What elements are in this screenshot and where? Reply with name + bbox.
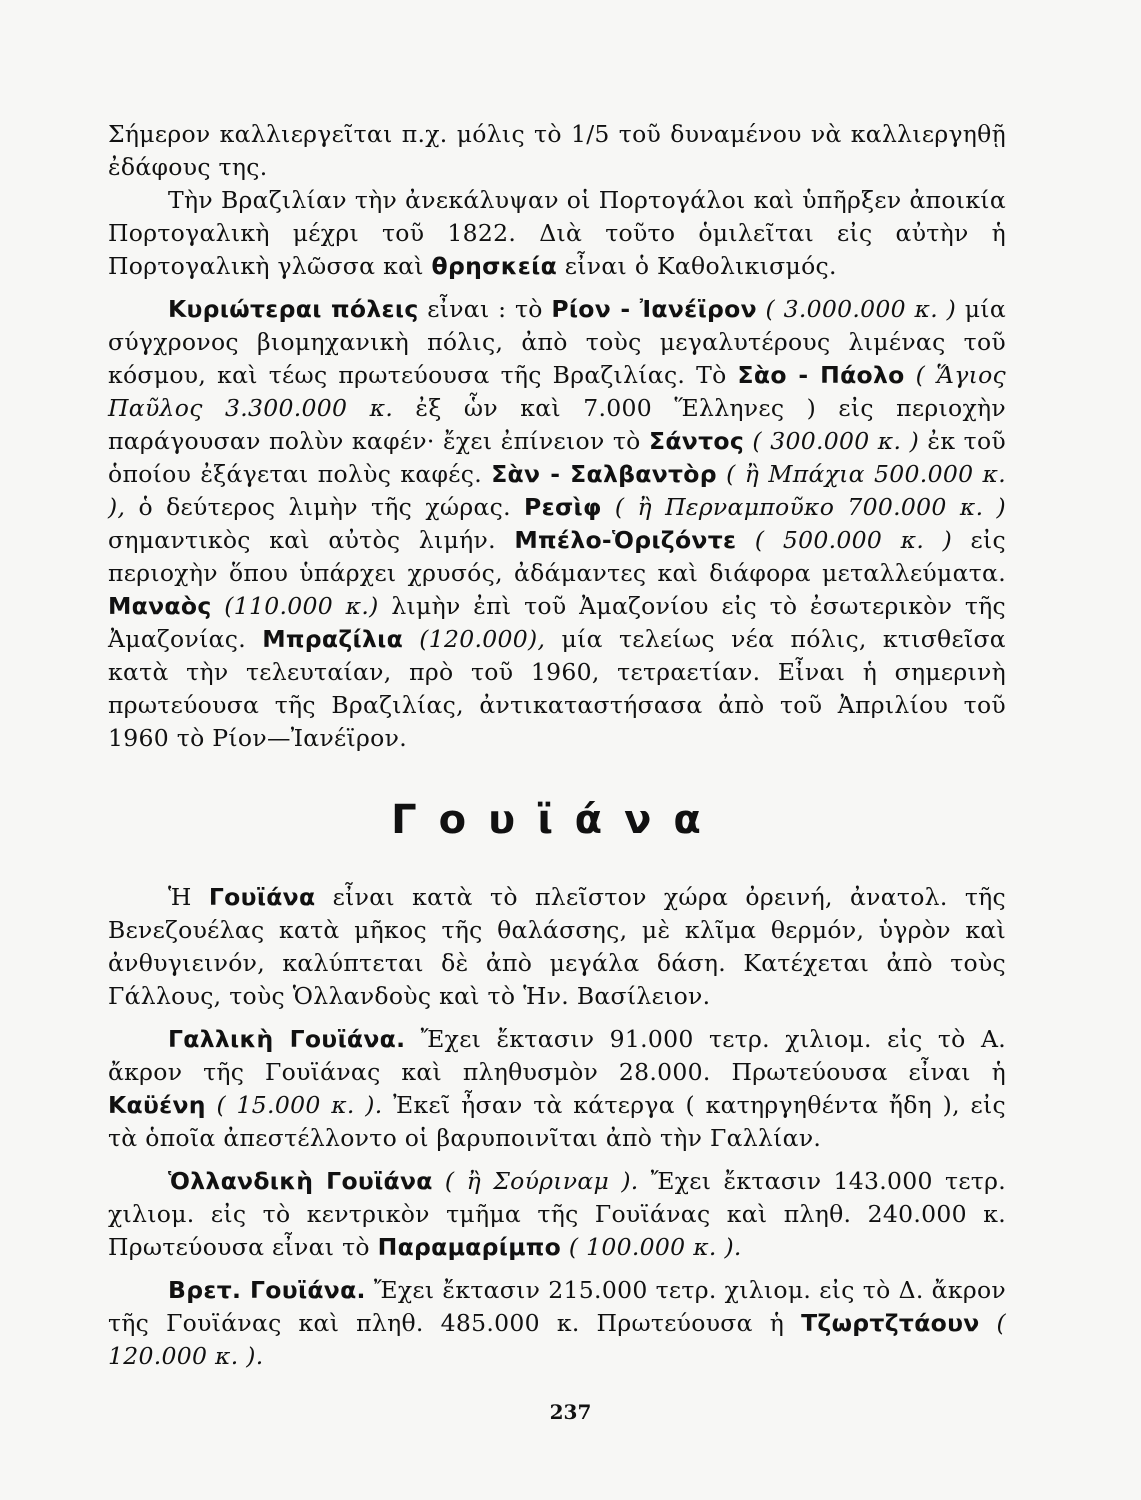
term-religion: θρησκεία (431, 252, 558, 280)
paragraph-cities (108, 293, 1006, 755)
text-run: εἶναι κατὰ τὸ πλεῖστον χώρα ὀρεινή, ἀνατολ. τῆς Βενεζουέλας κατὰ μῆκος τῆς θαλάσσης, μὲ κλῖμα θερμόν, ὑγρὸν καὶ ἀνθυγιεινόν, καλύπτεται δὲ ἀπὸ μεγάλα δάση. Κατέχεται ἀπὸ τοὺς Γάλλους, τοὺς Ὁλλανδοὺς καὶ τὸ Ἡν. Βασίλειον. (108, 883, 1006, 1010)
text-run: ἐξ ὧν καὶ 7.000 Ἕλληνες ) εἰς περιοχὴν παράγουσαν πολὺν καφέν· ἔχει ἐπίνειον τὸ (108, 394, 1006, 455)
paragraph-guiana-intro (108, 881, 1006, 1013)
text-run: Ἔχει ἔκτασιν 91.000 τετρ. χιλιομ. εἰς τὸ Α. ἄκρον τῆς Γουϊάνας καὶ πληθυσμὸν 28.000. Πρωτεύουσα εἶναι ἡ (108, 1025, 1006, 1086)
text-run: λιμὴν ἐπὶ τοῦ Ἀμαζονίου εἰς τὸ ἐσωτερικὸν τῆς Ἀμαζονίας. (108, 592, 1006, 653)
city-salvador: Σὰν - Σαλβαντὸρ (491, 460, 717, 488)
text-run: Ἔχει ἔκτασιν 143.000 τετρ. χιλιομ. εἰς τὸ κεντρικὸν τμῆμα τῆς Γουϊάνας καὶ πληθ. 240.000 κ. Πρωτεύουσα εἶναι τὸ (108, 1167, 1006, 1261)
text-run: εἶναι : τὸ (418, 295, 552, 323)
population-note: ( 15.000 κ. ). (205, 1091, 383, 1119)
section-heading-guiana: Γουϊάνα (391, 797, 723, 843)
paragraph-dutch-guiana (108, 1165, 1006, 1264)
population-note: ( Ἅγιος Παῦλος 3.300.000 κ. (108, 361, 1007, 422)
city-recife: Ρεσὶφ (524, 493, 602, 521)
city-santos: Σάντος (648, 427, 745, 455)
page-body (108, 118, 1006, 1373)
term-guiana: Γουϊάνα (208, 883, 316, 911)
text-run: Ἡ (168, 883, 209, 911)
text-run: Τὴν Βραζιλίαν τὴν ἀνεκάλυψαν οἱ Πορτογάλοι καὶ ὑπῆρξεν ἀποικία Πορτογαλικὴ μέχρι τοῦ 1822. Διὰ τοῦτο ὁμιλεῖται εἰς αὐτὴν ἡ Πορτογαλικὴ γλῶσσα καὶ (108, 186, 1006, 280)
population-note: ( 500.000 κ. ) (736, 526, 953, 554)
page-number: 237 (549, 1400, 592, 1424)
term-british-guiana: Βρετ. Γουϊάνα. (168, 1276, 366, 1304)
paragraph-discovery (108, 184, 1006, 283)
population-note: ( ἢ Περναμποῦκο 700.000 κ. ) (601, 493, 1006, 521)
text-run: ἐκ τοῦ ὁποίου ἐξάγεται πολὺς καφές. (108, 427, 1006, 488)
text-run: ὁ δεύτερος λιμὴν τῆς χώρας. (125, 493, 525, 521)
city-cayenne: Καϋένη (108, 1091, 206, 1119)
city-belo-horizonte: Μπέλο-Ὁριζόντε (514, 526, 737, 554)
population-note: (110.000 κ.) (211, 592, 379, 620)
paragraph-british-guiana (108, 1274, 1006, 1373)
population-note: ( 300.000 κ. ) (744, 427, 920, 455)
text-run: μία σύγχρονος βιομηχανικὴ πόλις, ἀπὸ τοὺς μεγαλυτέρους λιμένας τοῦ κόσμου, καὶ τέως πρωτεύουσα τῆς Βραζιλίας. Τὸ (108, 295, 1006, 389)
population-note: ( 120.000 κ. ). (108, 1309, 1006, 1370)
city-georgetown: Τζωρτζτάουν (801, 1309, 980, 1337)
city-rio: Ρίον - Ἰανέϊρον (551, 295, 757, 323)
text-run: Ἐκεῖ ἦσαν τὰ κάτεργα ( κατηργηθέντα ἤδη ), εἰς τὰ ὁποῖα ἀπεστέλλοντο οἱ βαρυποινῖται ἀπὸ τὴν Γαλλίαν. (108, 1091, 1006, 1152)
city-brasilia: Μπραζίλια (262, 625, 404, 653)
text-run: εἶναι ὁ Καθολικισμός. (557, 252, 837, 280)
term-dutch-guiana: Ὁλλανδικὴ Γουϊάνα (168, 1167, 433, 1195)
text-run: σημαντικὸς καὶ αὐτὸς λιμήν. (108, 526, 515, 554)
paragraph-french-guiana (108, 1023, 1006, 1155)
text-run: μία τελείως νέα πόλις, κτισθεῖσα κατὰ τὴν τελευταίαν, πρὸ τοῦ 1960, τετραετίαν. Εἶναι ἡ σημερινὴ πρωτεύουσα τῆς Βραζιλίας, ἀντικαταστήσασα ἀπὸ τοῦ Ἀπριλίου τοῦ 1960 τὸ Ρίον—Ἰανέϊρον. (108, 625, 1006, 752)
city-paramaribo: Παραμαρίμπο (377, 1233, 562, 1261)
term-main-cities: Κυριώτεραι πόλεις (168, 295, 419, 323)
population-note: ( 3.000.000 κ. ) (756, 295, 957, 323)
city-sao-paulo: Σὰο - Πάολο (737, 361, 905, 389)
text-run: Ἔχει ἔκτασιν 215.000 τετρ. χιλιομ. εἰς τὸ Δ. ἄκρον τῆς Γουϊάνας καὶ πληθ. 485.000 κ. Πρωτεύουσα ἡ (108, 1276, 1006, 1337)
text-run: εἰς περιοχὴν ὅπου ὑπάρχει χρυσός, ἀδάμαντες καὶ διάφορα μεταλλεύματα. (108, 526, 1006, 587)
city-manaus: Μαναὸς (108, 592, 212, 620)
population-note: (120.000), (403, 625, 546, 653)
population-note: ( ἢ Μπάχια 500.000 κ. ), (108, 460, 1007, 521)
paragraph-cultivation (108, 118, 1006, 184)
population-note: ( 100.000 κ. ). (561, 1233, 742, 1261)
alternate-name-note: ( ἢ Σούριναμ ). (432, 1167, 639, 1195)
term-french-guiana: Γαλλικὴ Γουϊάνα. (168, 1025, 406, 1053)
text-run: Σήμερον καλλιεργεῖται π.χ. μόλις τὸ 1/5 τοῦ δυναμένου νὰ καλλιεργηθῇ ἐδάφους της. (108, 120, 1006, 181)
